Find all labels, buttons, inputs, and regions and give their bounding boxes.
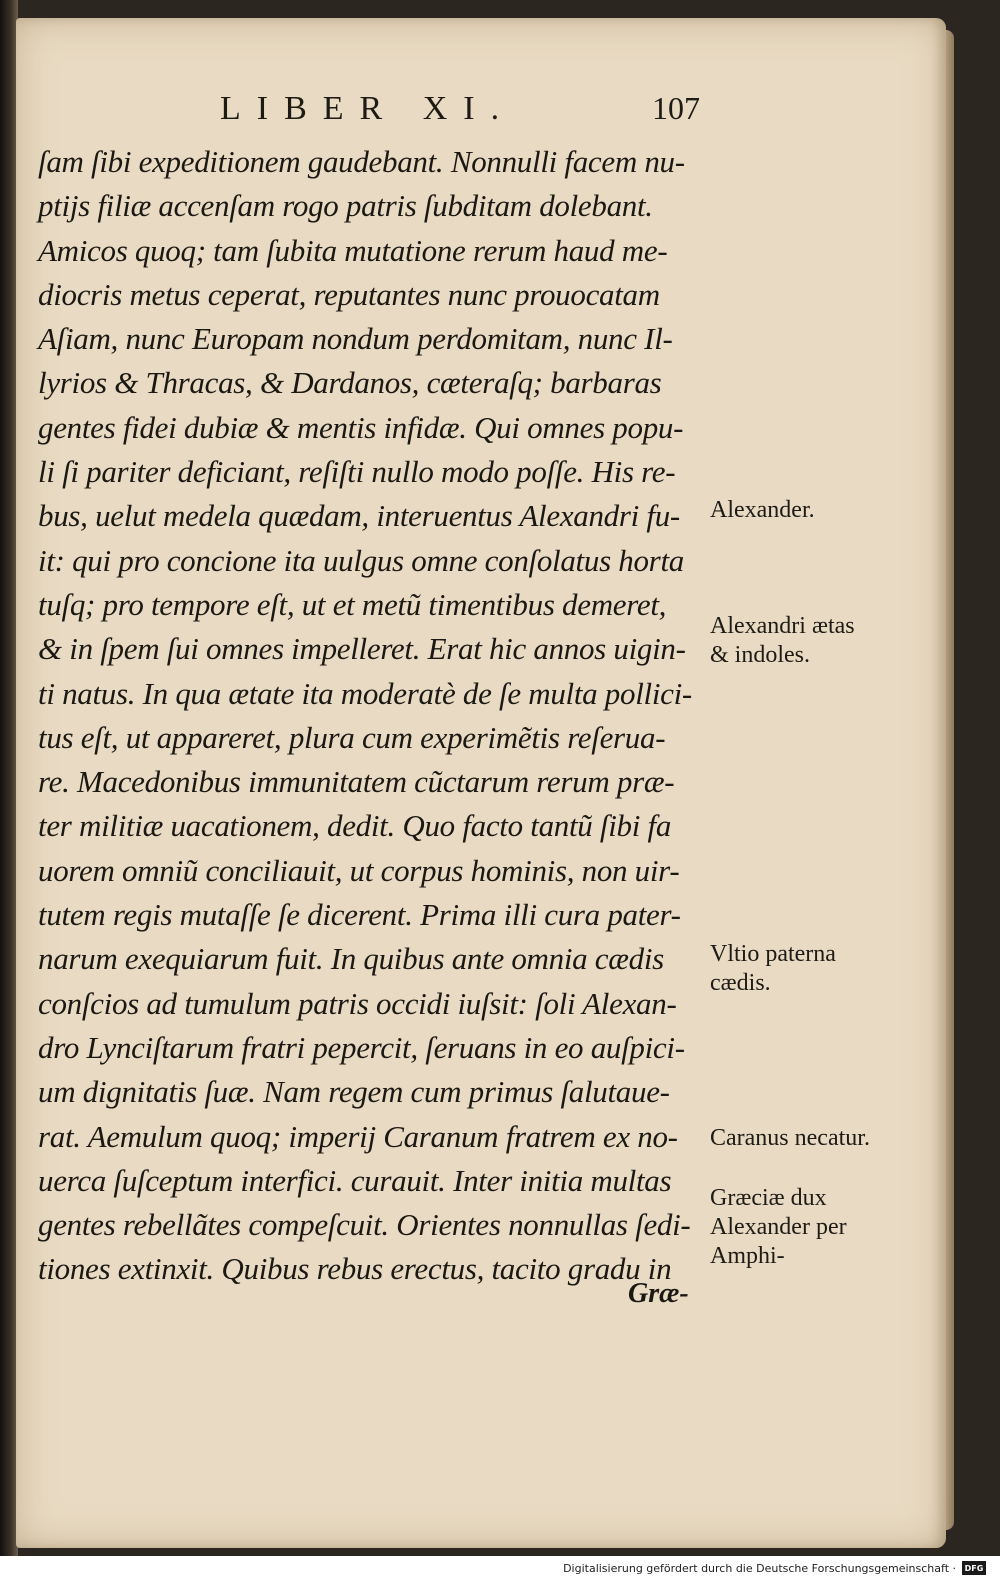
text-line: diocris metus ceperat, reputantes nunc prouocatam [38, 276, 660, 312]
text-line: re. Macedonibus immunitatem cũctarum rerum præ- [38, 764, 675, 800]
text-line: rat. Aemulum quoq; imperij Caranum fratrem ex no- [38, 1118, 678, 1154]
text-line: ti natus. In qua ætate ita moderatè de ſe multa pollici- [38, 675, 692, 711]
margin-note-aetas: Alexandri ætas & indoles. [710, 613, 855, 668]
text-line: uerca ſuſceptum interfici. curauit. Inter initia multas [38, 1162, 672, 1198]
footer-credit: Digitalisierung gefördert durch die Deutsche Forschungsgemeinschaft · [563, 1561, 956, 1575]
text-line: tus eſt, ut appareret, plura cum experimẽtis reſerua- [38, 719, 666, 755]
text-line: gentes fidei dubiæ & mentis infidæ. Qui omnes popu- [38, 409, 684, 445]
body-text [38, 140, 710, 1292]
margin-note-caranus: Caranus necatur. [710, 1125, 870, 1151]
text-line: ter militiæ uacationem, dedit. Quo facto tantũ ſibi fa [38, 808, 672, 844]
footer-bar [0, 1556, 1000, 1580]
text-line: tiones extinxit. Quibus rebus erectus, tacito gradu in [38, 1251, 672, 1287]
text-line: lyrios & Thracas, & Dardanos, cæteraſq; barbaras [38, 365, 662, 401]
text-line: tutem regis mutaſſe ſe dicerent. Prima illi cura pater- [38, 897, 681, 933]
text-line: ptijs filiæ accenſam rogo patris ſubditam dolebant. [38, 188, 653, 224]
text-line: & in ſpem ſui omnes impelleret. Erat hic annos uigin- [38, 631, 686, 667]
dfg-logo-icon: DFG [962, 1561, 986, 1575]
text-line: Amicos quoq; tam ſubita mutatione rerum haud me- [38, 232, 668, 268]
text-line: tuſq; pro tempore eſt, ut et metũ timentibus demeret, [38, 586, 667, 622]
text-line: um dignitatis ſuæ. Nam regem cum primus ſalutaue- [38, 1074, 670, 1110]
text-line: conſcios ad tumulum patris occidi iuſsit: ſoli Alexan- [38, 985, 677, 1021]
page-number: 107 [652, 90, 700, 126]
margin-note-alexander: Alexander. [710, 497, 815, 523]
text-line: dro Lynciſtarum fratri pepercit, ſeruans in eo auſpici- [38, 1029, 685, 1065]
text-line: it: qui pro concione ita uulgus omne conſolatus horta [38, 542, 684, 578]
catchword: Græ- [628, 1278, 689, 1309]
running-head [220, 90, 700, 128]
book-title: LIBER XI. [220, 90, 516, 127]
text-line: li ſi pariter deficiant, reſiſti nullo modo poſſe. His re- [38, 454, 676, 490]
text-line: ſam ſibi expeditionem gaudebant. Nonnulli facem nu- [38, 144, 685, 179]
text-line: Aſiam, nunc Europam nondum perdomitam, nunc Il- [38, 321, 673, 357]
text-line: narum exequiarum fuit. In quibus ante omnia cædis [38, 941, 664, 977]
text-line: bus, uelut medela quædam, interuentus Alexandri fu- [38, 498, 680, 534]
text-line: uorem omniũ conciliauit, ut corpus hominis, non uir- [38, 852, 680, 888]
margin-note-graecia: Græciæ dux Alexander per Amphi- [710, 1185, 847, 1269]
margin-note-vltio: Vltio paterna cædis. [710, 941, 836, 996]
text-line: gentes rebellãtes compeſcuit. Orientes nonnullas ſedi- [38, 1207, 691, 1243]
